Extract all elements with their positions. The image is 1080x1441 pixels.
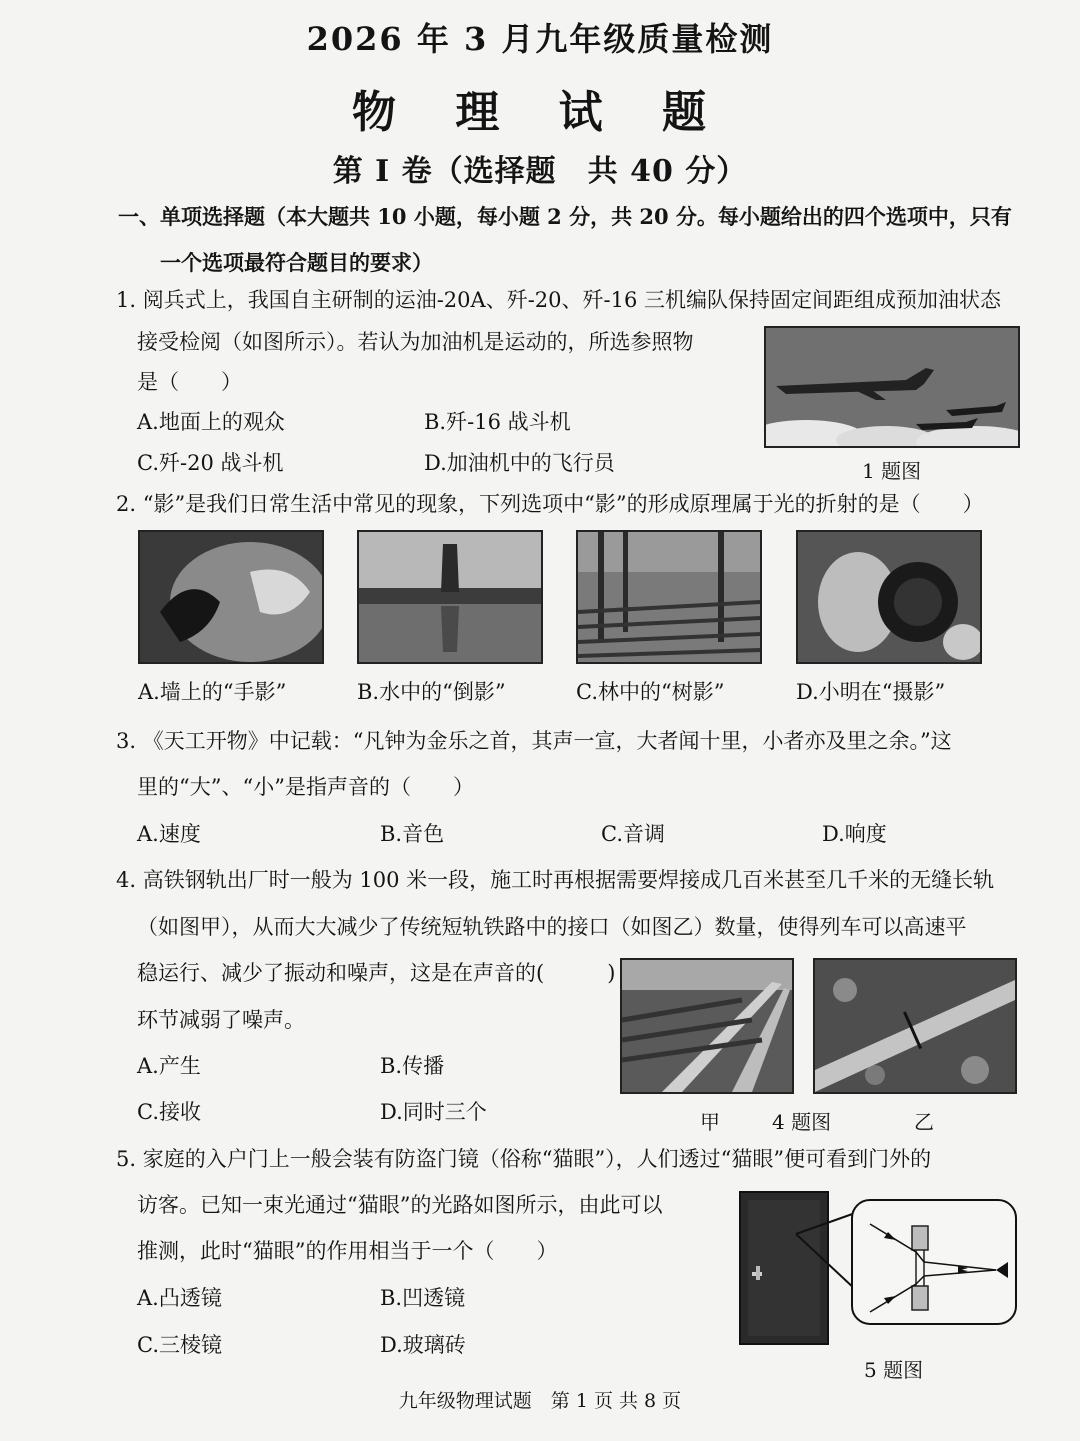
q5-option-b: B.凹透镜 bbox=[380, 1286, 466, 1310]
q4-line2: （如图甲），从而大大减少了传统短轨铁路中的接口（如图乙）数量，使得列车可以高速平 bbox=[137, 915, 967, 939]
q2-pagoda-reflection-photo bbox=[357, 530, 543, 664]
volume-title: 第 I 卷（选择题 共 40 分） bbox=[332, 154, 748, 189]
q4-line3: 稳运行、减少了振动和噪声，这是在声音的( ) bbox=[137, 961, 616, 985]
section1-heading-line2: 一个选项最符合题目的要求） bbox=[160, 250, 433, 275]
q5-light-path-box bbox=[852, 1200, 1016, 1324]
q3-option-d: D.响度 bbox=[822, 822, 887, 846]
q2-option-b: B.水中的“倒影” bbox=[357, 680, 506, 704]
q3-option-c: C.音调 bbox=[601, 822, 665, 846]
q4-option-d: D.同时三个 bbox=[380, 1100, 487, 1124]
q5-option-a: A.凸透镜 bbox=[137, 1286, 222, 1310]
q3-line1: 3. 《天工开物》中记载：“凡钟为金乐之首，其声一宣，大者闻十里，小者亦及里之余。”这 bbox=[116, 729, 952, 753]
q4-figure-caption: 4 题图 bbox=[772, 1110, 832, 1134]
q4-seamless-rail-photo bbox=[620, 958, 794, 1094]
q1-option-c: C.歼-20 战斗机 bbox=[137, 451, 284, 475]
q2-tree-shadow-photo bbox=[576, 530, 762, 664]
page-footer: 九年级物理试题 第 1 页 共 8 页 bbox=[398, 1390, 682, 1412]
q4-option-a: A.产生 bbox=[137, 1054, 201, 1078]
q4-line1: 4. 高铁钢轨出厂时一般为 100 米一段，施工时再根据需要焊接成几百米甚至几千米的无缝长轨 bbox=[116, 868, 995, 892]
q4-label-a: 甲 bbox=[700, 1110, 720, 1134]
q1-option-d: D.加油机中的飞行员 bbox=[424, 451, 615, 475]
q4-label-b: 乙 bbox=[914, 1110, 934, 1134]
q4-rail-joint-photo bbox=[813, 958, 1017, 1094]
q4-option-b: B.传播 bbox=[380, 1054, 445, 1078]
q1-line2: 接受检阅（如图所示）。若认为加油机是运动的，所选参照物 bbox=[137, 330, 694, 354]
q5-figure-caption: 5 题图 bbox=[864, 1358, 924, 1382]
q2-option-c: C.林中的“树影” bbox=[576, 680, 725, 704]
q2-photography-photo bbox=[796, 530, 982, 664]
q2-line1: 2. “影”是我们日常生活中常见的现象，下列选项中“影”的形成原理属于光的折射的是（ ） bbox=[116, 492, 984, 516]
q5-line2: 访客。已知一束光通过“猫眼”的光路如图所示，由此可以 bbox=[137, 1193, 663, 1217]
q5-option-d: D.玻璃砖 bbox=[380, 1333, 466, 1357]
q5-line1: 5. 家庭的入户门上一般会装有防盗门镜（俗称“猫眼”），人们透过“猫眼”便可看到门外的 bbox=[116, 1147, 932, 1171]
q3-option-a: A.速度 bbox=[137, 822, 201, 846]
q1-option-b: B.歼-16 战斗机 bbox=[424, 410, 571, 434]
section1-heading-line1: 一、单项选择题（本大题共 10 小题，每小题 2 分，共 20 分。每小题给出的四个选项中，只有 bbox=[118, 204, 1012, 229]
q3-line2: 里的“大”、“小”是指声音的（ ） bbox=[137, 775, 474, 799]
q5-line3: 推测，此时“猫眼”的作用相当于一个（ ） bbox=[137, 1239, 558, 1263]
q5-peephole-diagram bbox=[738, 1190, 1020, 1350]
q1-aircraft-photo bbox=[764, 326, 1020, 448]
q5-option-c: C.三棱镜 bbox=[137, 1333, 222, 1357]
q1-figure-caption: 1 题图 bbox=[862, 459, 922, 483]
q2-hand-shadow-photo bbox=[138, 530, 324, 664]
subject-title: 物 理 试 题 bbox=[352, 87, 728, 138]
q3-option-b: B.音色 bbox=[380, 822, 445, 846]
q4-option-c: C.接收 bbox=[137, 1100, 201, 1124]
q2-option-a: A.墙上的“手影” bbox=[138, 680, 287, 704]
exam-title: 2026 年 3 月九年级质量检测 bbox=[306, 20, 774, 58]
q1-line1: 1. 阅兵式上，我国自主研制的运油-20A、歼-20、歼-16 三机编队保持固定间距组成预加油状态 bbox=[116, 288, 1002, 312]
q1-line3: 是（ ） bbox=[137, 370, 242, 394]
q4-line4: 环节减弱了噪声。 bbox=[137, 1008, 305, 1032]
q1-option-a: A.地面上的观众 bbox=[137, 410, 285, 434]
q2-option-d: D.小明在“摄影” bbox=[796, 680, 946, 704]
